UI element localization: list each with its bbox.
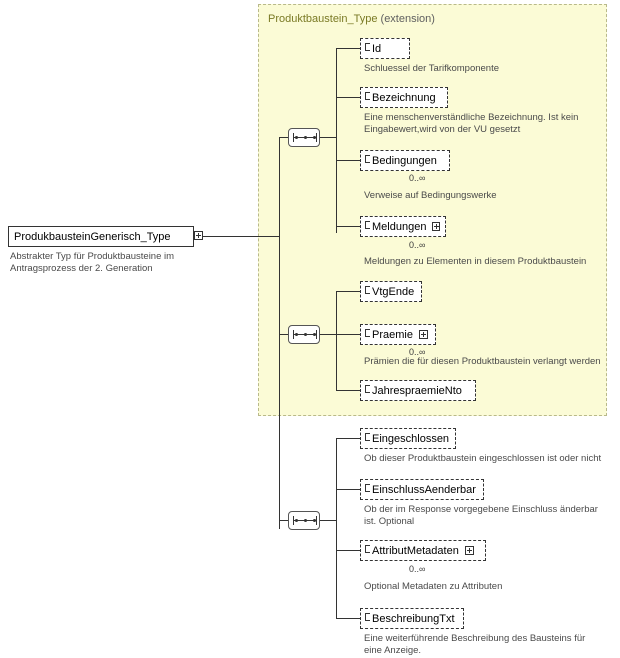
element-marker-icon bbox=[365, 545, 370, 553]
sequence-icon-1 bbox=[293, 137, 317, 140]
sequence-icon-3 bbox=[293, 520, 317, 523]
element-marker-icon bbox=[365, 43, 370, 51]
expand-plus-icon[interactable] bbox=[432, 222, 440, 231]
element-cardinality-praemie: 0..∞ bbox=[409, 347, 426, 357]
connector-trunk-seq1 bbox=[279, 137, 288, 138]
element-box-id[interactable] bbox=[360, 38, 410, 59]
element-description-attributmetadaten: Optional Metadaten zu Attributen bbox=[364, 581, 503, 592]
element-marker-icon bbox=[365, 433, 370, 441]
group-type-title bbox=[268, 13, 435, 25]
connector-trunk-seq3 bbox=[279, 520, 288, 521]
element-description-praemie: Prämien die für diesen Produktbaustein verlangt werden bbox=[364, 356, 601, 367]
element-marker-icon bbox=[365, 329, 370, 337]
connector-seq1-branch bbox=[320, 137, 336, 138]
element-description-eingeschlossen: Ob dieser Produktbaustein eingeschlossen ist oder nicht bbox=[364, 453, 602, 464]
connector-to-eingeschlossen bbox=[336, 438, 360, 439]
element-marker-icon bbox=[365, 484, 370, 492]
element-cardinality-meldungen: 0..∞ bbox=[409, 240, 426, 250]
sequence-connector-3[interactable] bbox=[288, 511, 320, 530]
connector-root-to-trunk bbox=[203, 236, 279, 237]
element-marker-icon bbox=[365, 613, 370, 621]
element-box-praemie[interactable] bbox=[360, 324, 436, 345]
element-cardinality-bedingungen: 0..∞ bbox=[409, 173, 426, 183]
connector-trunk-seq2 bbox=[279, 334, 288, 335]
branch-vertical-2 bbox=[336, 291, 337, 390]
group-type-name: Produktbaustein_Type bbox=[268, 13, 378, 25]
sequence-connector-1[interactable] bbox=[288, 128, 320, 147]
element-name: Eingeschlossen bbox=[372, 432, 450, 445]
element-box-beschreibungtxt[interactable] bbox=[360, 608, 464, 629]
element-name: Bedingungen bbox=[372, 154, 437, 167]
element-box-meldungen[interactable] bbox=[360, 216, 446, 237]
element-name: Praemie bbox=[372, 328, 413, 341]
element-marker-icon bbox=[365, 92, 370, 100]
connector-seq2-branch bbox=[320, 334, 336, 335]
element-name: EinschlussAenderbar bbox=[372, 483, 476, 496]
connector-to-attributmetadaten bbox=[336, 550, 360, 551]
element-box-attributmetadaten[interactable] bbox=[360, 540, 486, 561]
connector-to-bedingungen bbox=[336, 160, 360, 161]
branch-vertical-1 bbox=[336, 48, 337, 233]
element-marker-icon bbox=[365, 155, 370, 163]
expand-plus-icon[interactable] bbox=[419, 330, 428, 339]
element-box-eingeschlossen[interactable] bbox=[360, 428, 456, 449]
element-description-beschreibungtxt: Eine weiterführende Beschreibung des Bausteins für eine Anzeige. bbox=[364, 633, 586, 656]
element-name: AttributMetadaten bbox=[372, 544, 459, 557]
branch-vertical-3 bbox=[336, 438, 337, 618]
element-box-vtgende[interactable] bbox=[360, 281, 422, 302]
root-expand-plus-icon[interactable] bbox=[194, 231, 203, 240]
sequence-icon-2 bbox=[293, 334, 317, 337]
element-box-jahrespraemiento[interactable] bbox=[360, 380, 476, 401]
connector-to-jahrespraemie bbox=[336, 390, 360, 391]
element-name: VtgEnde bbox=[372, 285, 415, 298]
element-name: Meldungen bbox=[372, 220, 427, 233]
root-type-label: ProdukbausteinGenerisch_Type bbox=[14, 231, 171, 243]
connector-to-beschreibungtxt bbox=[336, 618, 360, 619]
element-name: BeschreibungTxt bbox=[372, 612, 455, 625]
connector-to-meldungen bbox=[336, 226, 360, 227]
element-box-bedingungen[interactable] bbox=[360, 150, 450, 171]
element-name: Bezeichnung bbox=[372, 91, 436, 104]
element-description-bedingungen: Verweise auf Bedingungswerke bbox=[364, 190, 497, 201]
element-description-id: Schluessel der Tarifkomponente bbox=[364, 63, 500, 74]
sequence-connector-2[interactable] bbox=[288, 325, 320, 344]
connector-to-einschlussaenderbar bbox=[336, 489, 360, 490]
root-type-description: Abstrakter Typ für Produktbausteine im Antragsprozess der 2. Generation bbox=[10, 251, 175, 274]
group-derivation-label: (extension) bbox=[380, 13, 435, 25]
connector-to-praemie bbox=[336, 334, 360, 335]
expand-plus-icon[interactable] bbox=[465, 546, 474, 555]
element-marker-icon bbox=[365, 286, 370, 294]
element-description-einschlussaenderbar: Ob der im Response vorgegebene Einschluss änderbar ist. Optional bbox=[364, 504, 598, 527]
element-marker-icon bbox=[365, 221, 370, 229]
connector-trunk-vertical bbox=[279, 137, 280, 529]
connector-to-id bbox=[336, 48, 360, 49]
element-cardinality-attributmetadaten: 0..∞ bbox=[409, 564, 426, 574]
element-marker-icon bbox=[365, 385, 370, 393]
element-name: JahrespraemieNto bbox=[372, 384, 462, 397]
element-box-bezeichnung[interactable] bbox=[360, 87, 448, 108]
connector-seq3-branch bbox=[320, 520, 336, 521]
connector-to-vtgende bbox=[336, 291, 360, 292]
connector-to-bezeichnung bbox=[336, 97, 360, 98]
element-description-meldungen: Meldungen zu Elementen in diesem Produktbaustein bbox=[364, 256, 587, 267]
element-box-einschlussaenderbar[interactable] bbox=[360, 479, 484, 500]
element-name: Id bbox=[372, 42, 382, 55]
element-description-bezeichnung: Eine menschenverständliche Bezeichnung. Ist kein Eingabewert,wird von der VU gesetzt bbox=[364, 112, 579, 135]
